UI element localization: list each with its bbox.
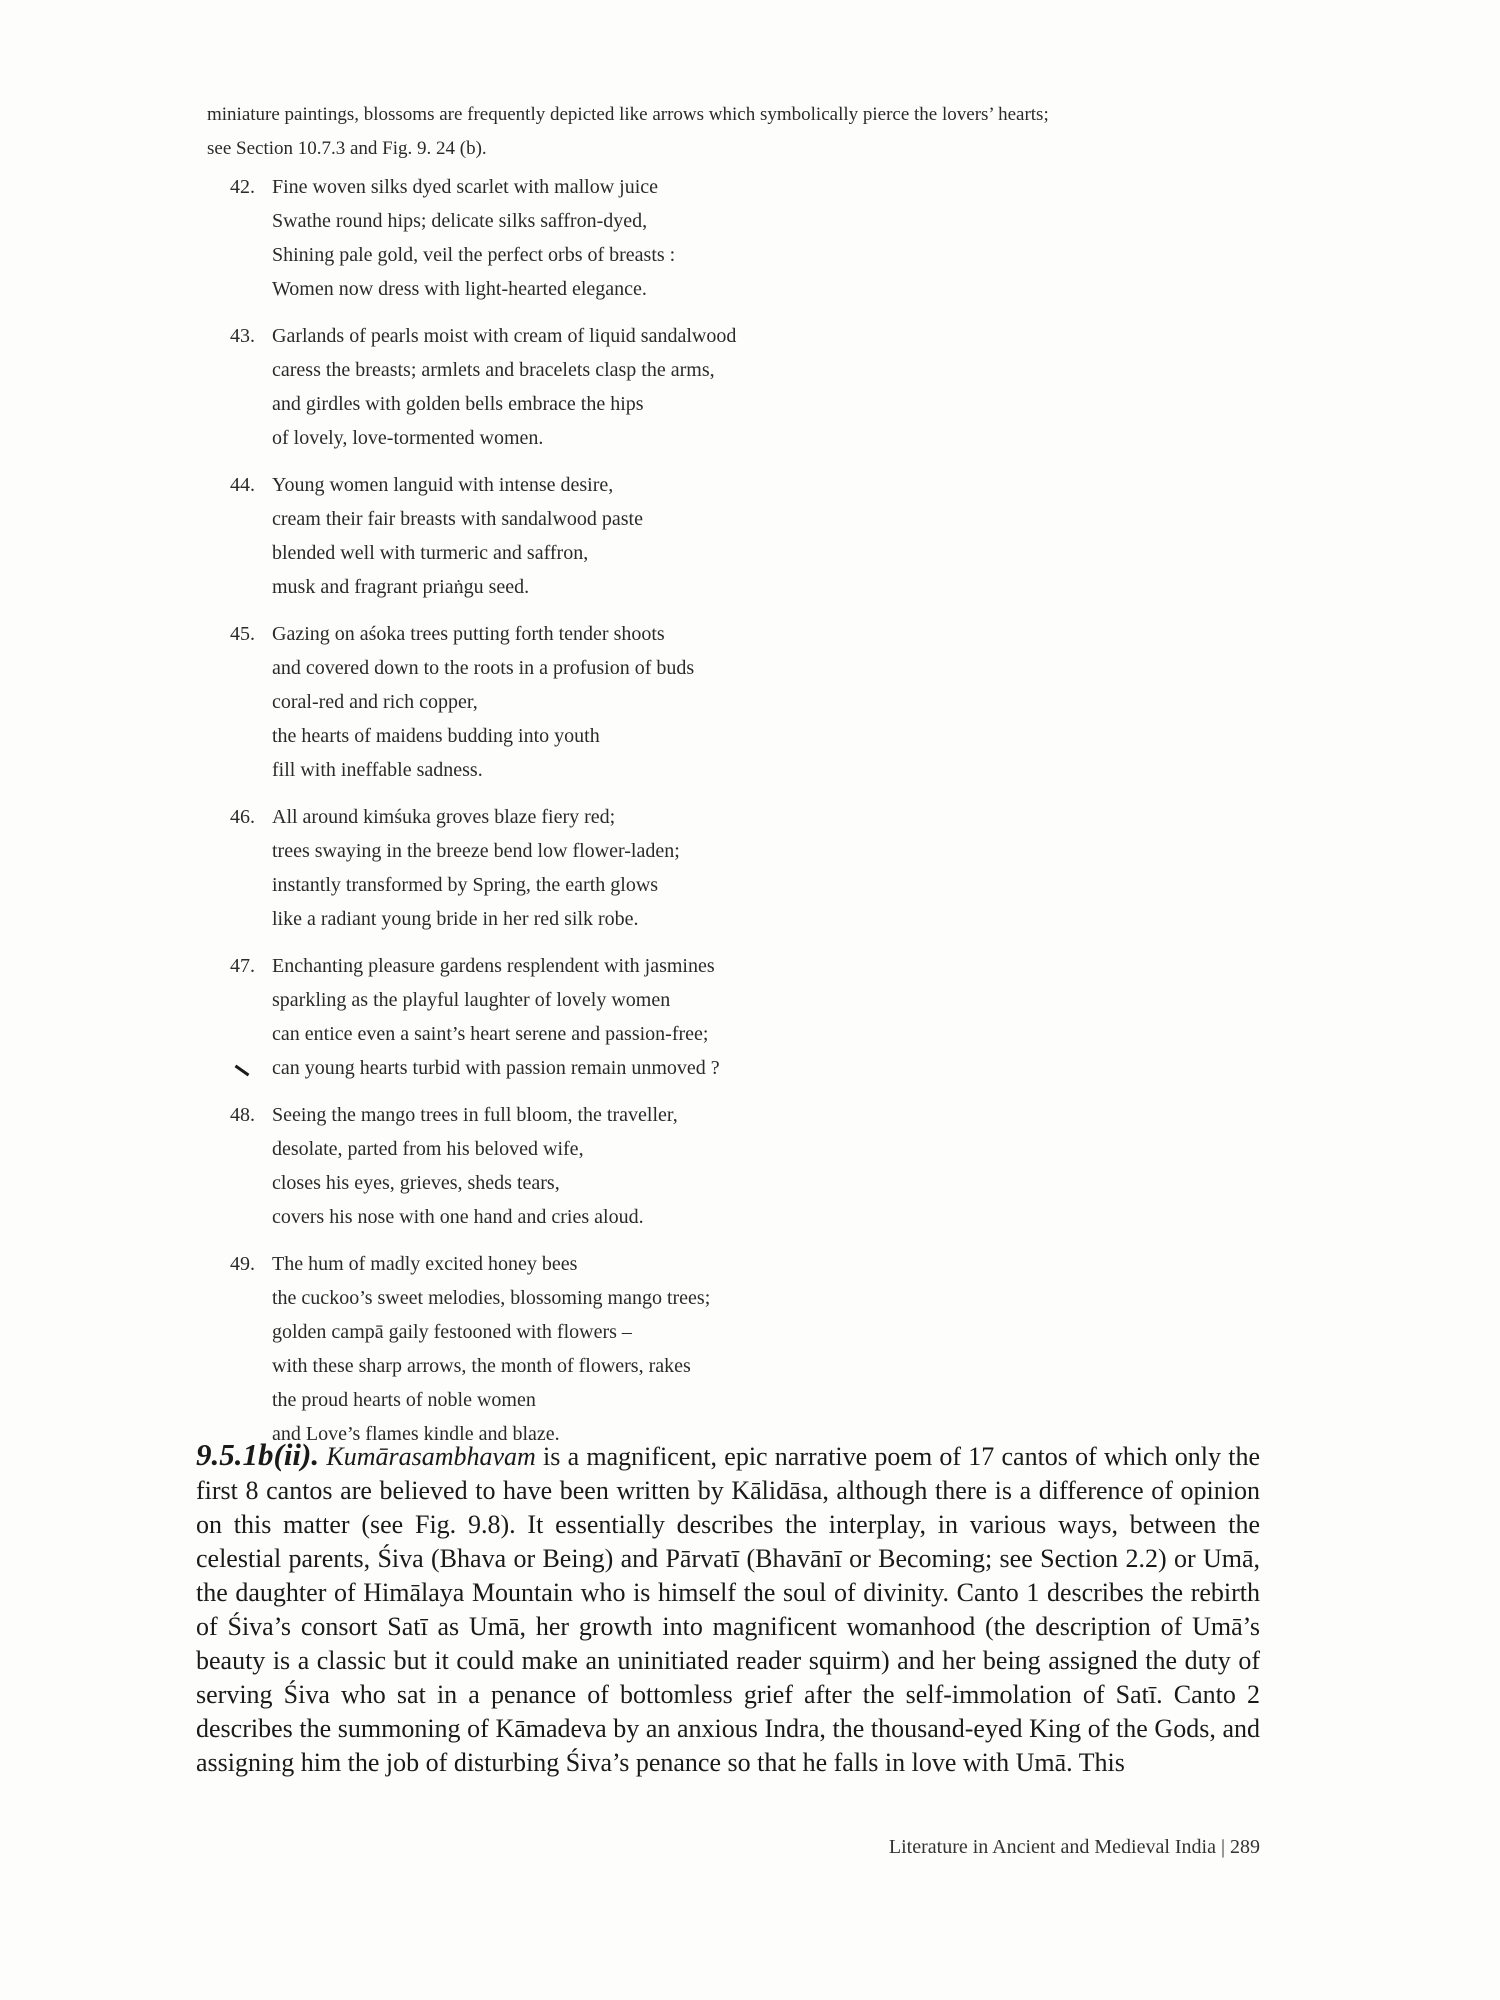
verse-line: cream their fair breasts with sandalwood paste (272, 508, 643, 530)
verse-list (230, 170, 930, 1464)
verse-line: desolate, parted from his beloved wife, (272, 1138, 584, 1160)
verse-line: fill with ineffable sadness. (272, 759, 483, 781)
verse-line: closes his eyes, grieves, sheds tears, (272, 1172, 560, 1194)
verse-number: 45. (230, 623, 255, 645)
verse-line: Gazing on aśoka trees putting forth tender shoots (272, 623, 665, 645)
verse-line: covers his nose with one hand and cries aloud. (272, 1206, 644, 1228)
verse-number: 42. (230, 176, 255, 198)
verse-line: with these sharp arrows, the month of flowers, rakes (272, 1355, 691, 1377)
intro-line: see Section 10.7.3 and Fig. 9. 24 (b). (207, 138, 487, 159)
verse-number: 43. (230, 325, 255, 347)
verse-line: Garlands of pearls moist with cream of liquid sandalwood (272, 325, 737, 347)
verse-line: Women now dress with light-hearted elegance. (272, 278, 647, 300)
verse-47 (230, 949, 930, 1085)
verse-line: can young hearts turbid with passion remain unmoved ? (272, 1057, 720, 1079)
verse-43 (230, 319, 930, 455)
verse-line: and Love’s flames kindle and blaze. (272, 1423, 560, 1445)
running-footer: Literature in Ancient and Medieval India | 289 (888, 1836, 1260, 1858)
verse-line: caress the breasts; armlets and bracelets clasp the arms, (272, 359, 715, 381)
verse-line: golden campā gaily festooned with flowers – (272, 1321, 632, 1343)
verse-number: 46. (230, 806, 255, 828)
verse-42 (230, 170, 930, 306)
work-title: Kumārasambhavam (326, 1442, 536, 1471)
verse-line: Shining pale gold, veil the perfect orbs of breasts : (272, 244, 676, 266)
verse-44 (230, 468, 930, 604)
verse-line: musk and fragrant priaṅgu seed. (272, 576, 530, 598)
verse-line: Fine woven silks dyed scarlet with mallow juice (272, 176, 659, 198)
verse-line: Young women languid with intense desire, (272, 474, 614, 496)
section-body: is a magnificent, epic narrative poem of 17 cantos of which only the first 8 cantos are believed to have been written by Kālidāsa, although there is a difference of opinion on this matter (see Fig. 9.8). It essentially describes the interplay, in various ways, between the celestial parents, Śiva (Bhava or Being) and Pārvatī (Bhavānī or Becoming; see Section 2.2) or Umā, the daughter of Himālaya Mountain who is himself the soul of divinity. Canto 1 describes the rebirth of Śiva’s consort Satī as Umā, her growth into magnificent womanhood (the description of Umā’s beauty is a classic but it could make an uninitiated reader squirm) and her being assigned the duty of serving Śiva who sat in a penance of bottomless grief after the self-immolation of Satī. Canto 2 describes the summoning of Kāmadeva by an anxious Indra, the thousand-eyed King of the Gods, and assigning him the job of disturbing Śiva’s penance so that he falls in love with Umā. This (196, 1442, 1261, 1777)
intro-paragraph (207, 98, 1282, 166)
verse-line: the hearts of maidens budding into youth (272, 725, 600, 747)
section-paragraph (196, 1438, 1260, 1780)
verse-line: instantly transformed by Spring, the earth glows (272, 874, 659, 896)
verse-line: the proud hearts of noble women (272, 1389, 536, 1411)
verse-line: coral-red and rich copper, (272, 691, 478, 713)
section-heading: 9.5.1b(ii). (196, 1437, 320, 1472)
verse-line: the cuckoo’s sweet melodies, blossoming mango trees; (272, 1287, 711, 1309)
verse-line: sparkling as the playful laughter of lovely women (272, 989, 671, 1011)
verse-line: of lovely, love-tormented women. (272, 427, 544, 449)
verse-number: 49. (230, 1253, 255, 1275)
verse-line: Enchanting pleasure gardens resplendent with jasmines (272, 955, 715, 977)
verse-line: All around kimśuka groves blaze fiery red; (272, 806, 616, 828)
verse-49 (230, 1247, 930, 1451)
verse-line: The hum of madly excited honey bees (272, 1253, 578, 1275)
verse-number: 44. (230, 474, 255, 496)
verse-line: trees swaying in the breeze bend low flower-laden; (272, 840, 680, 862)
intro-line: miniature paintings, blossoms are frequently depicted like arrows which symbolically pierce the lovers’ hearts; (207, 104, 1049, 125)
verse-45 (230, 617, 930, 787)
verse-number: 47. (230, 955, 255, 977)
verse-48 (230, 1098, 930, 1234)
verse-line: blended well with turmeric and saffron, (272, 542, 589, 564)
verse-number: 48. (230, 1104, 255, 1126)
verse-line: like a radiant young bride in her red silk robe. (272, 908, 639, 930)
verse-line: and covered down to the roots in a profusion of buds (272, 657, 695, 679)
verse-46 (230, 800, 930, 936)
verse-line: Seeing the mango trees in full bloom, the traveller, (272, 1104, 678, 1126)
verse-line: Swathe round hips; delicate silks saffron-dyed, (272, 210, 648, 232)
verse-line: and girdles with golden bells embrace the hips (272, 393, 644, 415)
verse-line: can entice even a saint’s heart serene and passion-free; (272, 1023, 709, 1045)
